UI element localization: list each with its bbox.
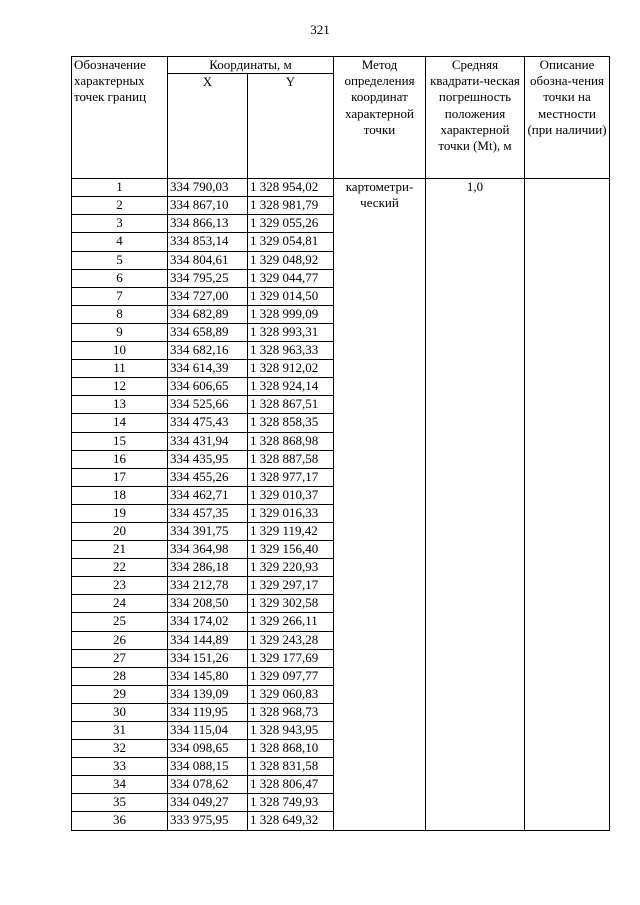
point-number: 31: [72, 722, 168, 740]
point-number: 25: [72, 613, 168, 631]
coordinate-x: 334 431,94: [168, 432, 248, 450]
coordinate-y: 1 329 177,69: [248, 649, 334, 667]
coordinate-x: 334 174,02: [168, 613, 248, 631]
coordinate-y: 1 329 048,92: [248, 251, 334, 269]
coordinate-x: 333 975,95: [168, 812, 248, 830]
coordinate-y: 1 329 220,93: [248, 559, 334, 577]
coordinate-x: 334 212,78: [168, 577, 248, 595]
point-number: 4: [72, 233, 168, 251]
point-number: 22: [72, 559, 168, 577]
coordinate-y: 1 329 302,58: [248, 595, 334, 613]
coordinate-y: 1 329 044,77: [248, 269, 334, 287]
coordinate-x: 334 867,10: [168, 197, 248, 215]
coordinate-x: 334 455,26: [168, 468, 248, 486]
coordinate-y: 1 328 999,09: [248, 305, 334, 323]
coordinate-x: 334 525,66: [168, 396, 248, 414]
method-value: картометри-ческий: [334, 179, 426, 830]
point-number: 5: [72, 251, 168, 269]
header-coordinates: Координаты, м: [168, 57, 334, 74]
coordinate-x: 334 151,26: [168, 649, 248, 667]
coordinate-x: 334 727,00: [168, 287, 248, 305]
point-number: 26: [72, 631, 168, 649]
coordinate-y: 1 328 977,17: [248, 468, 334, 486]
coordinate-y: 1 329 055,26: [248, 215, 334, 233]
point-number: 14: [72, 414, 168, 432]
point-number: 12: [72, 378, 168, 396]
point-number: 18: [72, 486, 168, 504]
point-number: 29: [72, 685, 168, 703]
coordinate-y: 1 328 993,31: [248, 323, 334, 341]
header-point-label: Обозначение характерных точек границ: [72, 57, 168, 179]
coordinate-y: 1 328 649,32: [248, 812, 334, 830]
point-number: 32: [72, 740, 168, 758]
coordinate-y: 1 328 806,47: [248, 776, 334, 794]
coordinate-x: 334 682,89: [168, 305, 248, 323]
coordinate-x: 334 088,15: [168, 758, 248, 776]
point-number: 33: [72, 758, 168, 776]
coordinate-y: 1 328 924,14: [248, 378, 334, 396]
coordinate-y: 1 328 912,02: [248, 360, 334, 378]
accuracy-value: 1,0: [426, 179, 525, 830]
point-number: 19: [72, 504, 168, 522]
table-body: [72, 179, 610, 830]
description-value: [525, 179, 610, 830]
coordinate-x: 334 866,13: [168, 215, 248, 233]
coordinate-y: 1 328 858,35: [248, 414, 334, 432]
coordinate-x: 334 078,62: [168, 776, 248, 794]
point-number: 3: [72, 215, 168, 233]
point-number: 11: [72, 360, 168, 378]
coordinate-y: 1 329 014,50: [248, 287, 334, 305]
point-number: 34: [72, 776, 168, 794]
coordinate-y: 1 328 887,58: [248, 450, 334, 468]
coordinate-y: 1 329 010,37: [248, 486, 334, 504]
table-row: [72, 179, 610, 197]
coordinate-x: 334 115,04: [168, 722, 248, 740]
point-number: 13: [72, 396, 168, 414]
point-number: 30: [72, 703, 168, 721]
point-number: 2: [72, 197, 168, 215]
coordinate-y: 1 328 981,79: [248, 197, 334, 215]
point-number: 36: [72, 812, 168, 830]
coordinate-x: 334 804,61: [168, 251, 248, 269]
header-accuracy: [426, 57, 525, 179]
point-number: 10: [72, 342, 168, 360]
point-number: 1: [72, 179, 168, 197]
coordinate-y: 1 329 054,81: [248, 233, 334, 251]
coordinate-y: 1 329 097,77: [248, 667, 334, 685]
coordinate-y: 1 329 119,42: [248, 522, 334, 540]
point-number: 8: [72, 305, 168, 323]
coordinate-x: 334 391,75: [168, 522, 248, 540]
coordinate-y: 1 329 156,40: [248, 541, 334, 559]
coordinate-y: 1 328 963,33: [248, 342, 334, 360]
coordinates-table: [71, 56, 610, 831]
coordinate-x: 334 475,43: [168, 414, 248, 432]
table-header: [72, 57, 610, 179]
coordinate-x: 334 853,14: [168, 233, 248, 251]
coordinate-y: 1 328 943,95: [248, 722, 334, 740]
coordinate-y: 1 329 016,33: [248, 504, 334, 522]
coordinate-x: 334 606,65: [168, 378, 248, 396]
coordinate-x: 334 119,95: [168, 703, 248, 721]
coordinate-x: 334 614,39: [168, 360, 248, 378]
coordinate-y: 1 328 867,51: [248, 396, 334, 414]
coordinate-x: 334 462,71: [168, 486, 248, 504]
coordinate-x: 334 144,89: [168, 631, 248, 649]
coordinate-y: 1 328 868,10: [248, 740, 334, 758]
coordinate-y: 1 328 868,98: [248, 432, 334, 450]
coordinate-y: 1 328 954,02: [248, 179, 334, 197]
coordinate-x: 334 139,09: [168, 685, 248, 703]
coordinate-x: 334 435,95: [168, 450, 248, 468]
header-accuracy-text: Средняя квадрати-ческая погрешность положения характерной точки (Mt), м: [430, 57, 520, 154]
coordinate-x: 334 795,25: [168, 269, 248, 287]
point-number: 28: [72, 667, 168, 685]
header-method: Метод определения координат характерной точки: [334, 57, 426, 179]
point-number: 16: [72, 450, 168, 468]
coordinate-x: 334 208,50: [168, 595, 248, 613]
point-number: 7: [72, 287, 168, 305]
point-number: 15: [72, 432, 168, 450]
coordinate-x: 334 049,27: [168, 794, 248, 812]
coordinate-y: 1 329 266,11: [248, 613, 334, 631]
point-number: 23: [72, 577, 168, 595]
coordinate-y: 1 329 297,17: [248, 577, 334, 595]
page-number: 321: [310, 22, 330, 37]
coordinate-x: 334 364,98: [168, 541, 248, 559]
coordinate-x: 334 790,03: [168, 179, 248, 197]
coordinate-y: 1 328 749,93: [248, 794, 334, 812]
header-x: X: [168, 74, 248, 179]
coordinate-y: 1 329 243,28: [248, 631, 334, 649]
coordinate-x: 334 098,65: [168, 740, 248, 758]
point-number: 17: [72, 468, 168, 486]
point-number: 20: [72, 522, 168, 540]
coordinate-x: 334 457,35: [168, 504, 248, 522]
coordinate-x: 334 145,80: [168, 667, 248, 685]
point-number: 35: [72, 794, 168, 812]
header-y: Y: [248, 74, 334, 179]
point-number: 27: [72, 649, 168, 667]
point-number: 24: [72, 595, 168, 613]
point-number: 9: [72, 323, 168, 341]
coordinate-x: 334 286,18: [168, 559, 248, 577]
point-number: 6: [72, 269, 168, 287]
coordinate-y: 1 328 831,58: [248, 758, 334, 776]
header-description: Описание обозна-чения точки на местности (при наличии): [525, 57, 610, 179]
coordinate-y: 1 328 968,73: [248, 703, 334, 721]
coordinate-x: 334 658,89: [168, 323, 248, 341]
point-number: 21: [72, 541, 168, 559]
coordinate-y: 1 329 060,83: [248, 685, 334, 703]
coordinate-x: 334 682,16: [168, 342, 248, 360]
